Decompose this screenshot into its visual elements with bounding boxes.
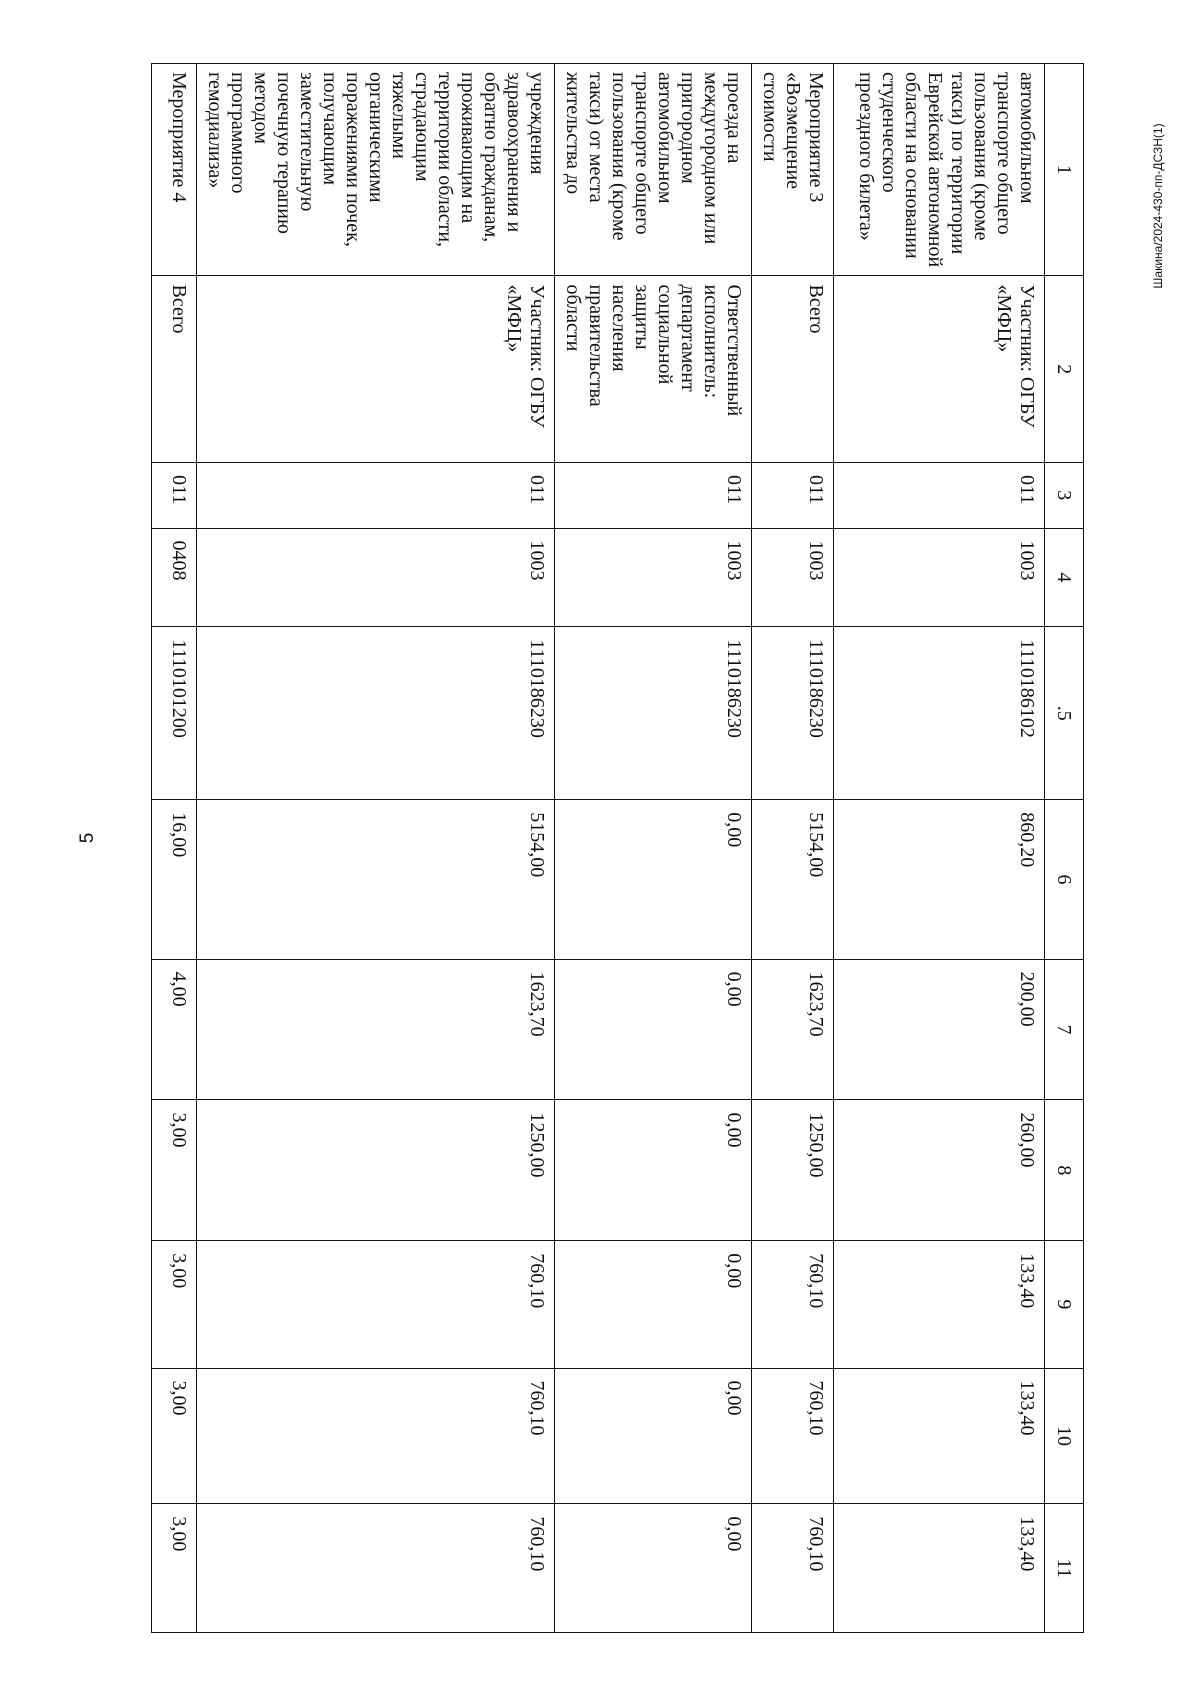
value-cell: 1110186230	[197, 627, 555, 800]
value-cell: 760,10	[752, 1504, 834, 1633]
value-cell: 5154,00	[752, 800, 834, 959]
participant-cell: Всего	[752, 276, 834, 463]
value-cell: 260,00	[834, 1100, 1045, 1241]
value-cell: 3,00	[152, 1504, 197, 1633]
value-cell: 3,00	[152, 1241, 197, 1368]
activity-cell: учреждения здравоохранения и обратно гражданам, проживающим на территории области, страдающим тяжелыми органическими поражениями почек, получающим заместительную почечную терапию методом программного гемодиализа»	[197, 64, 555, 276]
value-cell: 760,10	[197, 1368, 555, 1504]
value-cell: 133,40	[834, 1504, 1045, 1633]
value-cell: 1003	[197, 528, 555, 627]
value-cell: 3,00	[152, 1100, 197, 1241]
value-cell: 011	[197, 463, 555, 528]
value-cell: 1250,00	[752, 1100, 834, 1241]
page-number: 5	[77, 832, 98, 844]
value-cell: 1003	[834, 528, 1045, 627]
header-cell: 1	[1045, 64, 1084, 276]
value-cell: 011	[752, 463, 834, 528]
header-cell: 3	[1045, 463, 1084, 528]
value-cell: 860,20	[834, 800, 1045, 959]
header-cell: 6	[1045, 800, 1084, 959]
value-cell: 011	[834, 463, 1045, 528]
value-cell: 200,00	[834, 959, 1045, 1100]
activity-cell: проезда на междугородном или пригородном автомобильном транспорте общего пользования (кроме такси) от места жительства до	[555, 64, 752, 276]
value-cell: 1623,70	[197, 959, 555, 1100]
value-cell: 0,00	[555, 800, 752, 959]
value-cell: 1110101200	[152, 627, 197, 800]
document-stamp: Шакина/2024-430-пп-ДСЗН(1)	[1151, 123, 1165, 289]
value-cell: 011	[152, 463, 197, 528]
value-cell: 1003	[752, 528, 834, 627]
table-row	[152, 64, 197, 1633]
header-cell: 11	[1045, 1504, 1084, 1633]
value-cell: 0,00	[555, 1241, 752, 1368]
participant-cell: Всего	[152, 276, 197, 463]
rotated-table-container	[169, 63, 1084, 1633]
table-row	[555, 64, 752, 1633]
value-cell: 760,10	[197, 1241, 555, 1368]
participant-cell: Ответственный исполнитель: департамент социальной защиты населения правительства области	[555, 276, 752, 463]
value-cell: 0408	[152, 528, 197, 627]
activity-cell: Мероприятие 4	[152, 64, 197, 276]
header-cell: 2	[1045, 276, 1084, 463]
budget-table	[151, 63, 1084, 1633]
value-cell: 5154,00	[197, 800, 555, 959]
header-cell: 4	[1045, 528, 1084, 627]
table-row	[752, 64, 834, 1633]
header-cell: 10	[1045, 1368, 1084, 1504]
value-cell: 760,10	[752, 1368, 834, 1504]
value-cell: 760,10	[752, 1241, 834, 1368]
activity-cell: Мероприятие 3 «Возмещение стоимости	[752, 64, 834, 276]
value-cell: 1110186230	[752, 627, 834, 800]
value-cell: 0,00	[555, 1368, 752, 1504]
value-cell: 16,00	[152, 800, 197, 959]
value-cell: 133,40	[834, 1241, 1045, 1368]
value-cell: 133,40	[834, 1368, 1045, 1504]
header-cell: .5	[1045, 627, 1084, 800]
header-cell: 9	[1045, 1241, 1084, 1368]
value-cell: 0,00	[555, 1504, 752, 1633]
header-row	[1045, 64, 1084, 1633]
table-row	[197, 64, 555, 1633]
value-cell: 1623,70	[752, 959, 834, 1100]
value-cell: 0,00	[555, 1100, 752, 1241]
activity-cell: автомобильном транспорте общего пользования (кроме такси) по территории Еврейской автономной области на основании студенческого проездного билета»	[834, 64, 1045, 276]
participant-cell: Участник: ОГБУ «МФЦ»	[197, 276, 555, 463]
value-cell: 0,00	[555, 959, 752, 1100]
value-cell: 1110186102	[834, 627, 1045, 800]
header-cell: 8	[1045, 1100, 1084, 1241]
value-cell: 1110186230	[555, 627, 752, 800]
header-cell: 7	[1045, 959, 1084, 1100]
value-cell: 760,10	[197, 1504, 555, 1633]
value-cell: 011	[555, 463, 752, 528]
value-cell: 1003	[555, 528, 752, 627]
value-cell: 3,00	[152, 1368, 197, 1504]
participant-cell: Участник: ОГБУ «МФЦ»	[834, 276, 1045, 463]
value-cell: 1250,00	[197, 1100, 555, 1241]
table-row	[834, 64, 1045, 1633]
value-cell: 4,00	[152, 959, 197, 1100]
